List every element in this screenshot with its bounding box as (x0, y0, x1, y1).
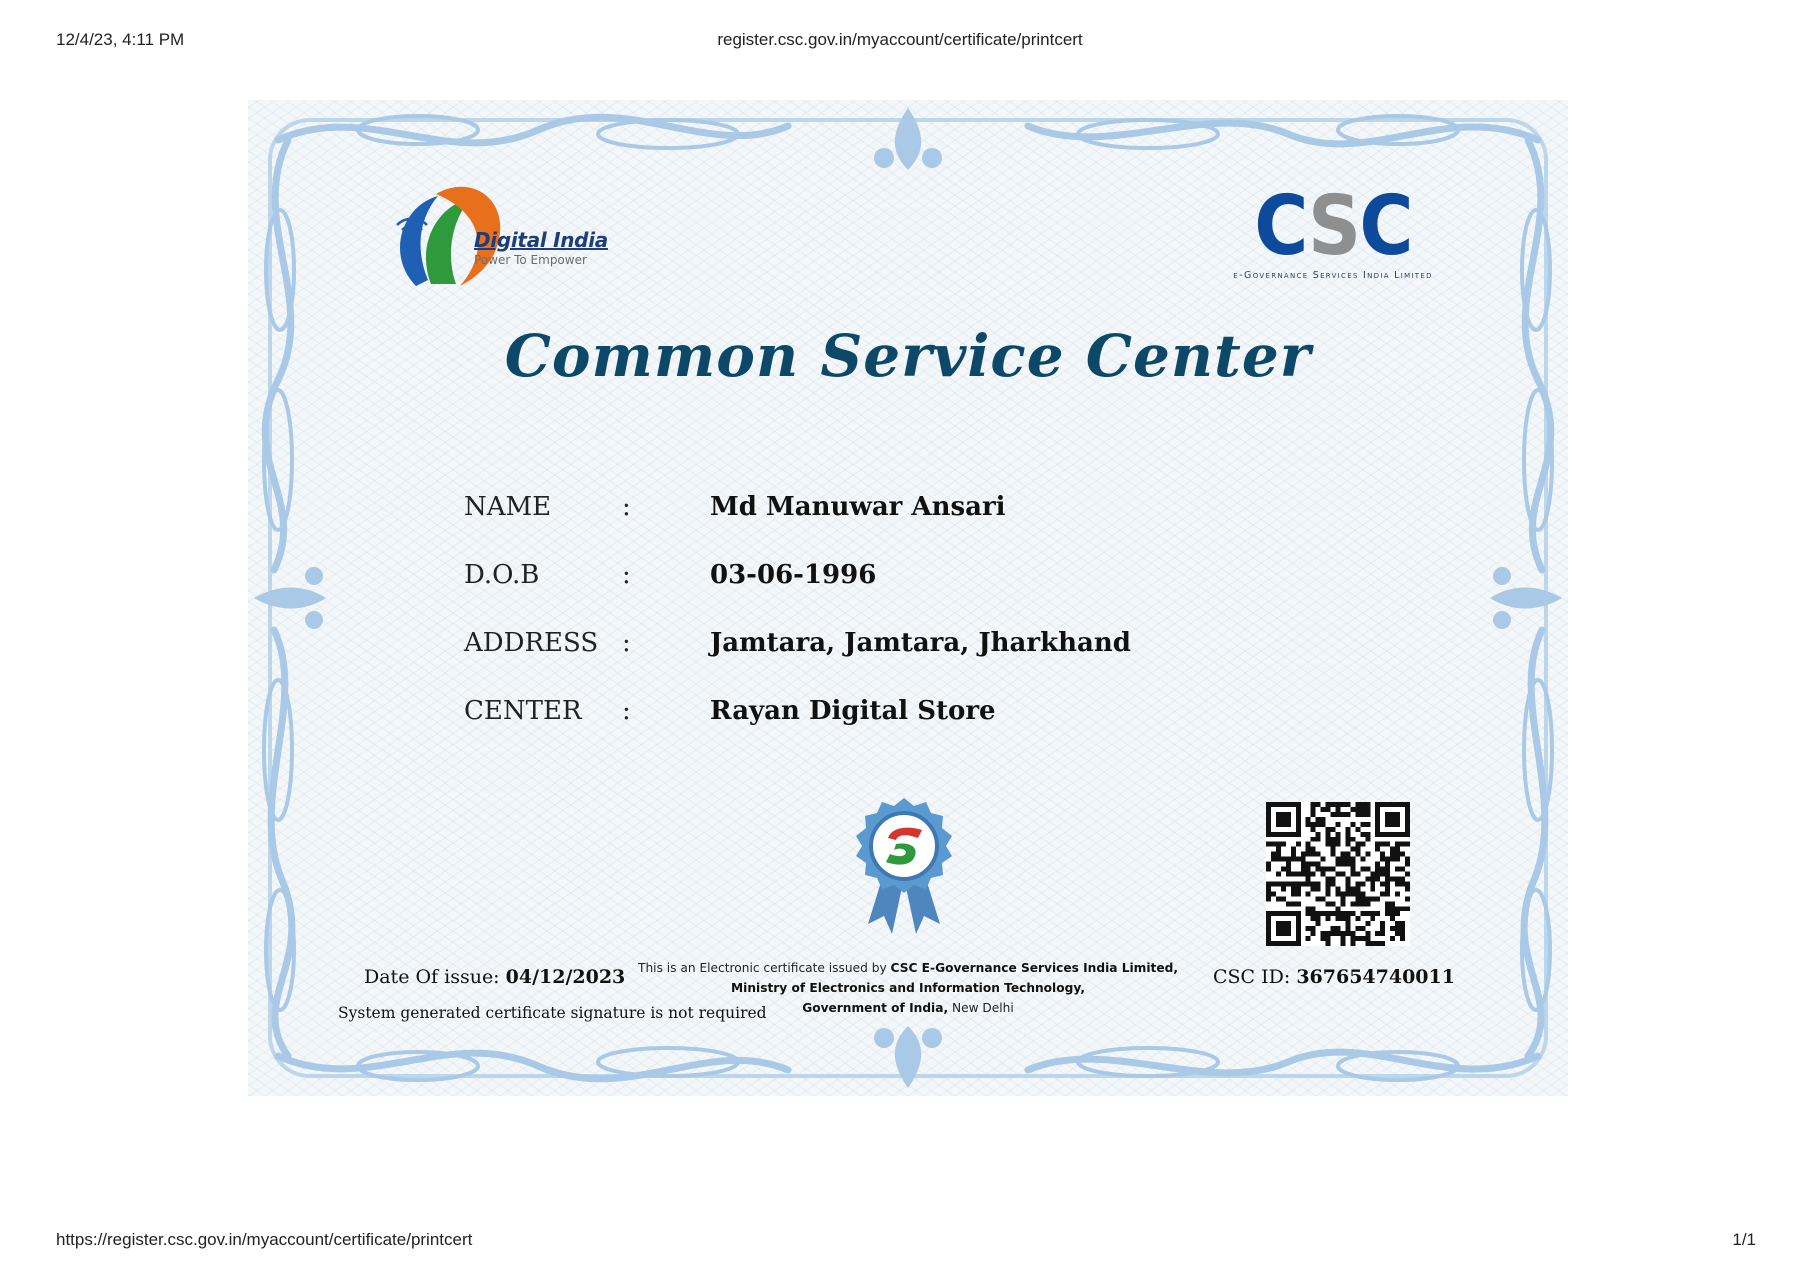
csc-logo-subtitle: e-Governance Services India Limited (1233, 270, 1433, 281)
issuer-line-3-city: New Delhi (951, 1001, 1014, 1015)
print-page-number: 1/1 (1732, 1230, 1756, 1249)
digital-india-title: Digital India (474, 228, 608, 252)
field-label-name: NAME (464, 492, 552, 522)
field-colon: : (622, 628, 631, 658)
issuer-line-2-ministry: Ministry of Electronics and Information Technology, (731, 981, 1085, 995)
print-datetime: 12/4/23, 4:11 PM (56, 30, 185, 49)
field-label-address: ADDRESS (464, 628, 599, 658)
digital-india-tagline: Power To Empower (474, 253, 587, 267)
csc-id (1213, 966, 1455, 988)
issuer-line-3 (618, 998, 1198, 1018)
print-header-url: register.csc.gov.in/myaccount/certificate/printcert (717, 30, 1083, 49)
print-footer-url: https://register.csc.gov.in/myaccount/certificate/printcert (56, 1230, 473, 1249)
date-of-issue-value: 04/12/2023 (505, 966, 626, 988)
field-value-dob: 03-06-1996 (710, 560, 877, 590)
digital-india-wordmark (474, 228, 608, 267)
csc-letter-3: C (1359, 179, 1412, 274)
issuer-line-1-prefix: This is an Electronic certificate issued by (638, 961, 887, 975)
issuer-statement (618, 958, 1198, 1018)
rosette-seal-icon (848, 796, 960, 936)
qr-code (1266, 802, 1410, 946)
date-of-issue (364, 966, 625, 988)
field-value-center: Rayan Digital Store (710, 696, 996, 726)
csc-logo (1203, 179, 1463, 281)
csc-id-value: 367654740011 (1296, 966, 1455, 988)
certificate (248, 100, 1568, 1096)
issuer-line-1-org: CSC E-Governance Services India Limited, (890, 961, 1178, 975)
field-label-dob: D.O.B (464, 560, 540, 590)
csc-letter-1: C (1254, 179, 1308, 274)
certificate-title: Common Service Center (504, 322, 1312, 390)
field-label-center: CENTER (464, 696, 582, 726)
csc-letter-2: S (1307, 179, 1360, 274)
issuer-line-2 (618, 978, 1198, 998)
field-value-address: Jamtara, Jamtara, Jharkhand (710, 628, 1131, 658)
issuer-line-1 (618, 958, 1198, 978)
date-of-issue-label: Date Of issue: (364, 966, 500, 988)
csc-logo-letters (1216, 179, 1450, 274)
csc-id-label: CSC ID: (1213, 966, 1291, 988)
field-value-name: Md Manuwar Ansari (710, 492, 1006, 522)
field-colon: : (622, 492, 631, 522)
field-colon: : (622, 696, 631, 726)
signature-note: System generated certificate signature is not required (338, 1004, 767, 1022)
field-colon: : (622, 560, 631, 590)
issuer-line-3-gov: Government of India, (802, 1001, 949, 1015)
